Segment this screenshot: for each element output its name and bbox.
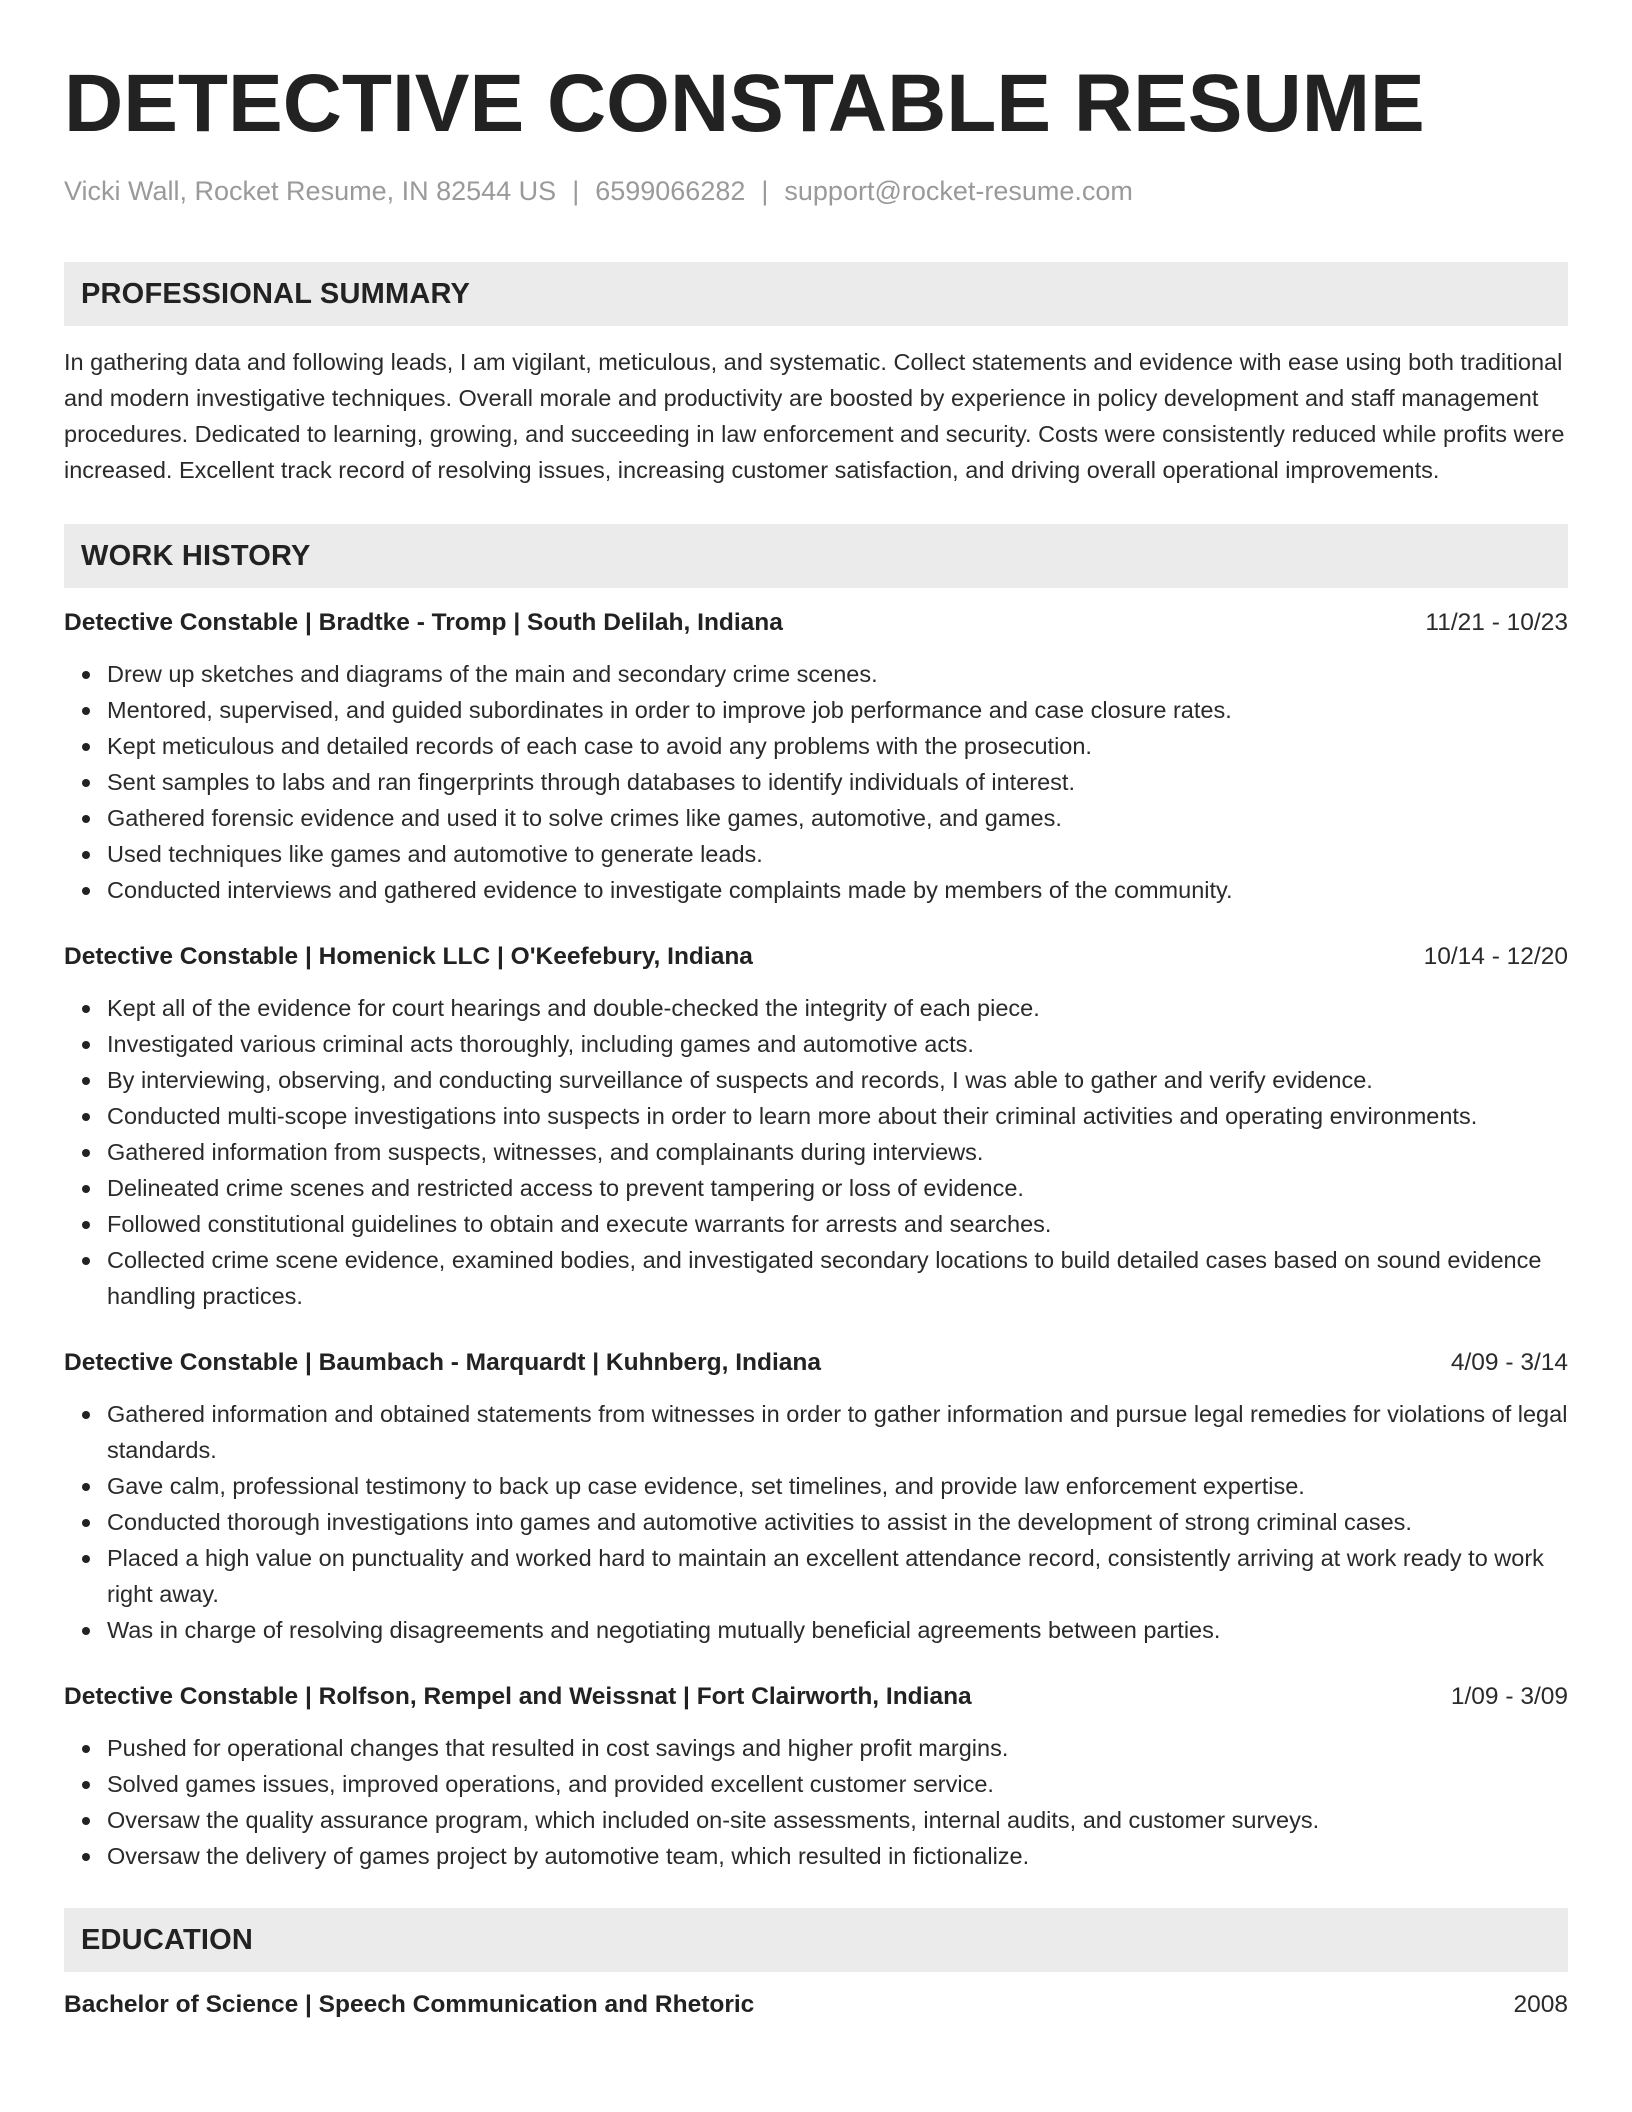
list-item: Oversaw the quality assurance program, which included on-site assessments, internal audits, and customer surveys. [64, 1802, 1568, 1838]
list-item: Gathered forensic evidence and used it to solve crimes like games, automotive, and games. [64, 800, 1568, 836]
work-history-list [64, 606, 1568, 1874]
list-item: Used techniques like games and automotive to generate leads. [64, 836, 1568, 872]
job-bullet-list [64, 656, 1568, 908]
education-year: 2008 [1513, 1991, 1568, 2018]
list-item: Kept meticulous and detailed records of each case to avoid any problems with the prosecution. [64, 728, 1568, 764]
contact-line [64, 174, 1568, 208]
job-dates: 4/09 - 3/14 [1450, 1349, 1568, 1376]
contact-address: Vicki Wall, Rocket Resume, IN 82544 US [64, 176, 557, 206]
job-entry [64, 1680, 1568, 1874]
job-header [64, 940, 1568, 974]
list-item: By interviewing, observing, and conducting surveillance of suspects and records, I was able to gather and verify evidence. [64, 1062, 1568, 1098]
list-item: Solved games issues, improved operations, and provided excellent customer service. [64, 1766, 1568, 1802]
contact-email: support@rocket-resume.com [784, 176, 1133, 206]
list-item: Pushed for operational changes that resulted in cost savings and higher profit margins. [64, 1730, 1568, 1766]
section-title-education: EDUCATION [64, 1908, 1568, 1972]
list-item: Gave calm, professional testimony to back up case evidence, set timelines, and provide law enforcement expertise. [64, 1468, 1568, 1504]
list-item: Oversaw the delivery of games project by automotive team, which resulted in fictionalize. [64, 1838, 1568, 1874]
list-item: Conducted thorough investigations into games and automotive activities to assist in the development of strong criminal cases. [64, 1504, 1568, 1540]
job-dates: 10/14 - 12/20 [1423, 943, 1568, 970]
job-heading: Detective Constable | Homenick LLC | O'Keefebury, Indiana [64, 943, 753, 970]
list-item: Was in charge of resolving disagreements and negotiating mutually beneficial agreements between parties. [64, 1612, 1568, 1648]
list-item: Investigated various criminal acts thoroughly, including games and automotive acts. [64, 1026, 1568, 1062]
contact-separator: | [572, 176, 580, 206]
job-header [64, 1346, 1568, 1380]
job-bullet-list [64, 1730, 1568, 1874]
list-item: Drew up sketches and diagrams of the main and secondary crime scenes. [64, 656, 1568, 692]
job-entry [64, 606, 1568, 908]
job-dates: 1/09 - 3/09 [1450, 1683, 1568, 1710]
list-item: Collected crime scene evidence, examined bodies, and investigated secondary locations to build detailed cases based on sound evidence handling practices. [64, 1242, 1568, 1314]
section-title-work-history: WORK HISTORY [64, 524, 1568, 588]
job-heading: Detective Constable | Baumbach - Marquardt | Kuhnberg, Indiana [64, 1349, 821, 1376]
list-item: Followed constitutional guidelines to obtain and execute warrants for arrests and searches. [64, 1206, 1568, 1242]
contact-separator: | [761, 176, 769, 206]
list-item: Gathered information from suspects, witnesses, and complainants during interviews. [64, 1134, 1568, 1170]
section-title-summary: PROFESSIONAL SUMMARY [64, 262, 1568, 326]
job-header [64, 606, 1568, 640]
education-degree: Bachelor of Science | Speech Communication and Rhetoric [64, 1991, 755, 2018]
summary-text: In gathering data and following leads, I am vigilant, meticulous, and systematic. Collect statements and evidence with ease using both traditional and modern investigative techniques. Overall morale and productivity are boosted by experience in policy development and staff management procedures. Dedicated to learning, growing, and succeeding in law enforcement and security. Costs were consistently reduced while profits were increased. Excellent track record of resolving issues, increasing customer satisfaction, and driving overall operational improvements. [64, 349, 1565, 483]
job-bullet-list [64, 1396, 1568, 1648]
list-item: Sent samples to labs and ran fingerprints through databases to identify individuals of interest. [64, 764, 1568, 800]
job-bullet-list [64, 990, 1568, 1314]
resume-title: DETECTIVE CONSTABLE RESUME [64, 58, 1425, 149]
job-entry [64, 1346, 1568, 1648]
job-header [64, 1680, 1568, 1714]
job-entry [64, 940, 1568, 1314]
contact-phone: 6599066282 [595, 176, 746, 206]
list-item: Delineated crime scenes and restricted access to prevent tampering or loss of evidence. [64, 1170, 1568, 1206]
list-item: Conducted interviews and gathered evidence to investigate complaints made by members of the community. [64, 872, 1568, 908]
list-item: Placed a high value on punctuality and worked hard to maintain an excellent attendance record, consistently arriving at work ready to work right away. [64, 1540, 1568, 1612]
list-item: Conducted multi-scope investigations into suspects in order to learn more about their criminal activities and operating environments. [64, 1098, 1568, 1134]
job-heading: Detective Constable | Bradtke - Tromp | South Delilah, Indiana [64, 609, 783, 636]
list-item: Mentored, supervised, and guided subordinates in order to improve job performance and case closure rates. [64, 692, 1568, 728]
education-entry [64, 1988, 1568, 2022]
list-item: Gathered information and obtained statements from witnesses in order to gather information and pursue legal remedies for violations of legal standards. [64, 1396, 1568, 1468]
list-item: Kept all of the evidence for court hearings and double-checked the integrity of each piece. [64, 990, 1568, 1026]
job-heading: Detective Constable | Rolfson, Rempel and Weissnat | Fort Clairworth, Indiana [64, 1683, 972, 1710]
job-dates: 11/21 - 10/23 [1425, 609, 1568, 636]
